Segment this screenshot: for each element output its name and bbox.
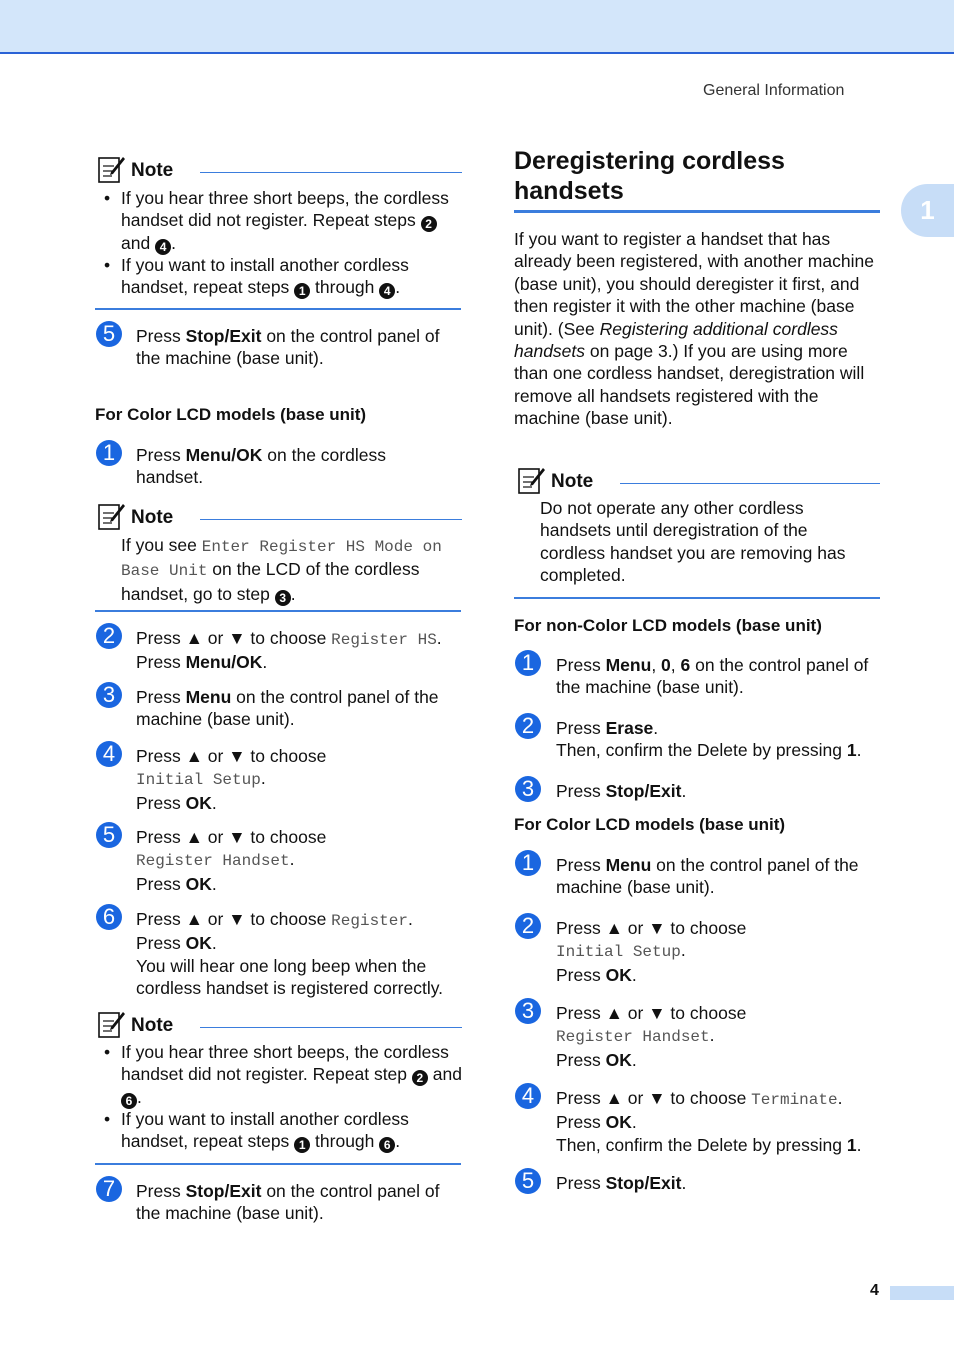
step-ref-icon: 3 [275, 590, 291, 606]
step-text-part: Press [556, 1173, 606, 1193]
key-name: OK [185, 873, 212, 894]
page-number-bar [890, 1286, 954, 1300]
step-text-part: on the control panel of the machine (base unit). [136, 326, 440, 369]
note-text-part: If you see [121, 535, 202, 555]
step-number: 1 [96, 440, 122, 466]
arrow-keys-icon: ▲ or ▼ [185, 909, 246, 929]
step-number: 2 [515, 913, 541, 939]
step-number: 4 [96, 741, 122, 767]
step-text-part: on the control panel of the machine (base unit). [136, 1181, 440, 1224]
bullet-text: If you want to install another cordless handset, repeat steps [121, 255, 409, 298]
step-number: 5 [96, 822, 122, 848]
title-rule [514, 210, 880, 213]
section-title: Deregistering cordless handsets [514, 147, 785, 205]
note-icon [516, 465, 546, 495]
step-text [556, 1002, 886, 1071]
note-icon [96, 154, 126, 184]
step-text-part: Press [136, 933, 186, 954]
key-name: OK [185, 792, 212, 813]
step-text-part: Press [556, 964, 606, 985]
step-text [136, 908, 471, 1000]
arrow-keys-icon: ▲ or ▼ [605, 918, 666, 938]
key-name: 1 [846, 740, 857, 761]
step-number: 5 [96, 321, 122, 347]
step-text-part: . [289, 849, 295, 870]
bullet-text: and [121, 233, 156, 254]
step-text-part: to choose [665, 1003, 747, 1023]
step-text-part: Press [136, 746, 186, 766]
step-text-part: Press [136, 687, 186, 707]
page-number: 4 [870, 1282, 879, 1299]
step-text [556, 917, 886, 986]
note-text-part: on the LCD of the cordless handset, go to step [121, 559, 420, 604]
step-number: 2 [96, 623, 122, 649]
step-text-part: . [262, 652, 268, 673]
note-icon [96, 1009, 126, 1039]
bullet-dot-icon: • [104, 1042, 111, 1062]
note-header [516, 465, 880, 495]
note-rule [200, 1027, 462, 1028]
lcd-option: Initial Setup [136, 771, 261, 790]
arrow-keys-icon: ▲ or ▼ [185, 827, 246, 847]
key-name: 1 [846, 1134, 857, 1155]
bullet-text: . [171, 233, 176, 254]
key-name: 6 [680, 655, 691, 675]
subheading: For non-Color LCD models (base unit) [514, 616, 822, 635]
step-text-part: Press [556, 918, 606, 938]
step-text-part: to choose [245, 628, 332, 648]
step-text-part: Then, confirm the Delete by pressing [556, 1134, 847, 1155]
step-ref-icon: 2 [412, 1070, 428, 1086]
key-name: Menu/OK [185, 445, 263, 465]
key-name: OK [185, 933, 212, 954]
step-text-part: . [260, 768, 266, 789]
note-header [96, 1009, 462, 1039]
step-text-part: . [631, 1049, 637, 1070]
note-header [96, 154, 462, 184]
step-text [556, 1172, 886, 1194]
step-text-part: to choose [245, 746, 327, 766]
step-text-part: Press [136, 652, 186, 673]
step-text [136, 444, 436, 489]
step-text-part: . [680, 940, 686, 961]
note-bullet [104, 1108, 466, 1153]
note-divider [95, 610, 461, 612]
step-text-part: . [681, 781, 687, 801]
note-rule [620, 483, 880, 484]
step-text-part: . [856, 1134, 862, 1155]
step-text-part: Press [556, 655, 606, 675]
top-bar [0, 0, 954, 54]
step-text-part: Press [136, 873, 186, 894]
step-text [136, 1180, 466, 1225]
step-text-part: Press [556, 718, 606, 738]
key-name: Stop/Exit [605, 781, 682, 801]
key-name: Menu [605, 855, 652, 875]
bullet-text: . [137, 1087, 142, 1108]
lcd-option: Register HS [331, 631, 437, 649]
key-name: OK [605, 1112, 632, 1133]
key-name: Stop/Exit [185, 326, 262, 346]
step-text-part: , [670, 655, 681, 675]
step-text-part: Press [136, 445, 186, 465]
step-number: 1 [515, 850, 541, 876]
bullet-text: through [310, 1131, 380, 1152]
bullet-text: If you hear three short beeps, the cordless handset did not register. Repeat steps [121, 188, 449, 231]
step-text-part: You will hear one long beep when the cordless handset is registered correctly. [136, 955, 444, 999]
note-text [121, 534, 461, 606]
lcd-message: Enter Register HS Mode on Base Unit [121, 538, 442, 581]
step-ref-icon: 4 [155, 239, 171, 255]
arrow-keys-icon: ▲ or ▼ [185, 628, 246, 648]
step-text-part: Press [556, 855, 606, 875]
step-text [556, 854, 886, 899]
step-number: 6 [96, 904, 122, 930]
step-text-part: . [631, 964, 637, 985]
step-text [136, 325, 466, 370]
step-text-part: . [211, 792, 217, 813]
key-name: Stop/Exit [185, 1181, 262, 1201]
note-header [96, 501, 462, 531]
note-label: Note [551, 471, 594, 492]
step-text-part: . [653, 718, 659, 738]
note-label: Note [131, 1015, 174, 1036]
lcd-option: Register [331, 912, 408, 930]
step-text-part: Press [556, 1049, 606, 1070]
step-text-part: Press [556, 1003, 606, 1023]
key-name: OK [605, 964, 632, 985]
step-text-part: on the control panel of the machine (base unit). [136, 687, 439, 730]
subheading: For Color LCD models (base unit) [95, 405, 367, 424]
step-text [556, 717, 886, 762]
bullet-text: . [395, 277, 401, 298]
step-text-part: Press [136, 909, 186, 929]
step-text-part: . [837, 1088, 843, 1108]
note-bullet [104, 187, 466, 255]
step-number: 7 [96, 1176, 122, 1202]
note-text: Do not operate any other cordless handsets until deregistration of the cordless handset you are removing has completed. [540, 498, 846, 586]
step-text-part: . [211, 873, 217, 894]
intro-text: on page 3.) If you are using more than one cordless handset, deregistration will remove all handsets registered with the machine (base unit). [514, 341, 865, 429]
note-label: Note [131, 507, 174, 528]
cross-reference-link[interactable]: Registering additional cordless handsets [514, 318, 838, 362]
arrow-keys-icon: ▲ or ▼ [605, 1003, 666, 1023]
step-text-part: Press [136, 792, 186, 813]
note-divider [95, 308, 461, 310]
bullet-dot-icon: • [104, 255, 111, 275]
step-number: 3 [96, 682, 122, 708]
lcd-option: Initial Setup [556, 943, 681, 962]
key-name: Erase [605, 718, 654, 738]
step-number: 4 [515, 1083, 541, 1109]
lcd-option: Register Handset [136, 852, 290, 871]
step-number: 1 [515, 650, 541, 676]
bullet-text: If you hear three short beeps, the cordless handset did not register. Repeat step [121, 1042, 449, 1085]
step-text [556, 1087, 891, 1156]
step-text [556, 654, 886, 699]
lcd-option: Terminate [751, 1091, 838, 1109]
step-ref-icon: 6 [379, 1137, 395, 1153]
bullet-text: . [395, 1131, 401, 1152]
step-text-part: Press [556, 781, 606, 801]
step-ref-icon: 1 [294, 283, 310, 299]
step-ref-icon: 4 [379, 283, 395, 299]
step-text-part: . [407, 909, 413, 929]
bullet-text: and [427, 1064, 462, 1085]
step-ref-icon: 6 [121, 1093, 137, 1109]
step-text-part: Press [136, 628, 186, 648]
subheading: For Color LCD models (base unit) [514, 815, 786, 834]
step-ref-icon: 2 [421, 216, 437, 232]
step-text-part: . [211, 933, 217, 954]
step-text-part: Press [556, 1112, 606, 1133]
step-text-part: Press [556, 1088, 606, 1108]
step-text-part: Press [136, 1181, 186, 1201]
step-text-part: on the control panel of the machine (base unit). [556, 655, 869, 698]
step-text-part: on the control panel of the machine (base unit). [556, 855, 859, 898]
step-text-part: . [436, 628, 442, 648]
key-name: Stop/Exit [605, 1173, 682, 1193]
note-text-part: . [290, 583, 296, 604]
step-number: 5 [515, 1168, 541, 1194]
intro-text: If you want to register a handset that has already been registered, with another machine (base unit), you should deregister it first, and then register it with the other machine (base unit). (See [514, 229, 874, 339]
key-name: OK [605, 1049, 632, 1070]
step-text-part: . [631, 1112, 637, 1133]
bullet-dot-icon: • [104, 1109, 111, 1129]
step-text-part: , [651, 655, 662, 675]
note-divider [95, 1163, 461, 1165]
key-name: 0 [661, 655, 671, 675]
note-icon [96, 501, 126, 531]
key-name: Menu [185, 687, 232, 707]
section-header: General Information [703, 82, 845, 99]
step-text-part: to choose [245, 909, 332, 929]
step-text [136, 686, 466, 731]
chapter-tab[interactable]: 1 [901, 184, 954, 237]
bullet-dot-icon: • [104, 188, 111, 208]
step-text [136, 826, 466, 895]
note-label: Note [131, 160, 174, 181]
note-rule [200, 172, 462, 173]
step-text-part: on the cordless handset. [136, 445, 386, 488]
bullet-text: through [310, 277, 380, 298]
bullet-text: If you want to install another cordless handset, repeat steps [121, 1109, 409, 1152]
step-text-part: . [681, 1173, 687, 1193]
note-divider [514, 597, 880, 599]
step-text-part: Press [136, 827, 186, 847]
step-ref-icon: 1 [294, 1137, 310, 1153]
step-text [136, 745, 466, 814]
step-text-part: to choose [245, 827, 327, 847]
step-text [556, 780, 886, 802]
intro-paragraph [514, 228, 880, 430]
key-name: Menu [605, 655, 652, 675]
arrow-keys-icon: ▲ or ▼ [185, 746, 246, 766]
step-text-part: to choose [665, 918, 747, 938]
step-number: 3 [515, 998, 541, 1024]
step-text-part: . [856, 740, 862, 761]
step-text-part: . [709, 1025, 715, 1046]
arrow-keys-icon: ▲ or ▼ [605, 1088, 666, 1108]
step-number: 2 [515, 713, 541, 739]
lcd-option: Register Handset [556, 1028, 710, 1047]
note-bullet [104, 254, 466, 299]
step-text-part: Then, confirm the Delete by pressing [556, 740, 847, 761]
note-rule [200, 519, 462, 520]
step-text [136, 627, 471, 674]
step-text-part: Press [136, 326, 186, 346]
note-bullet [104, 1041, 466, 1109]
step-text-part: to choose [665, 1088, 752, 1108]
key-name: Menu/OK [185, 652, 263, 673]
step-number: 3 [515, 776, 541, 802]
